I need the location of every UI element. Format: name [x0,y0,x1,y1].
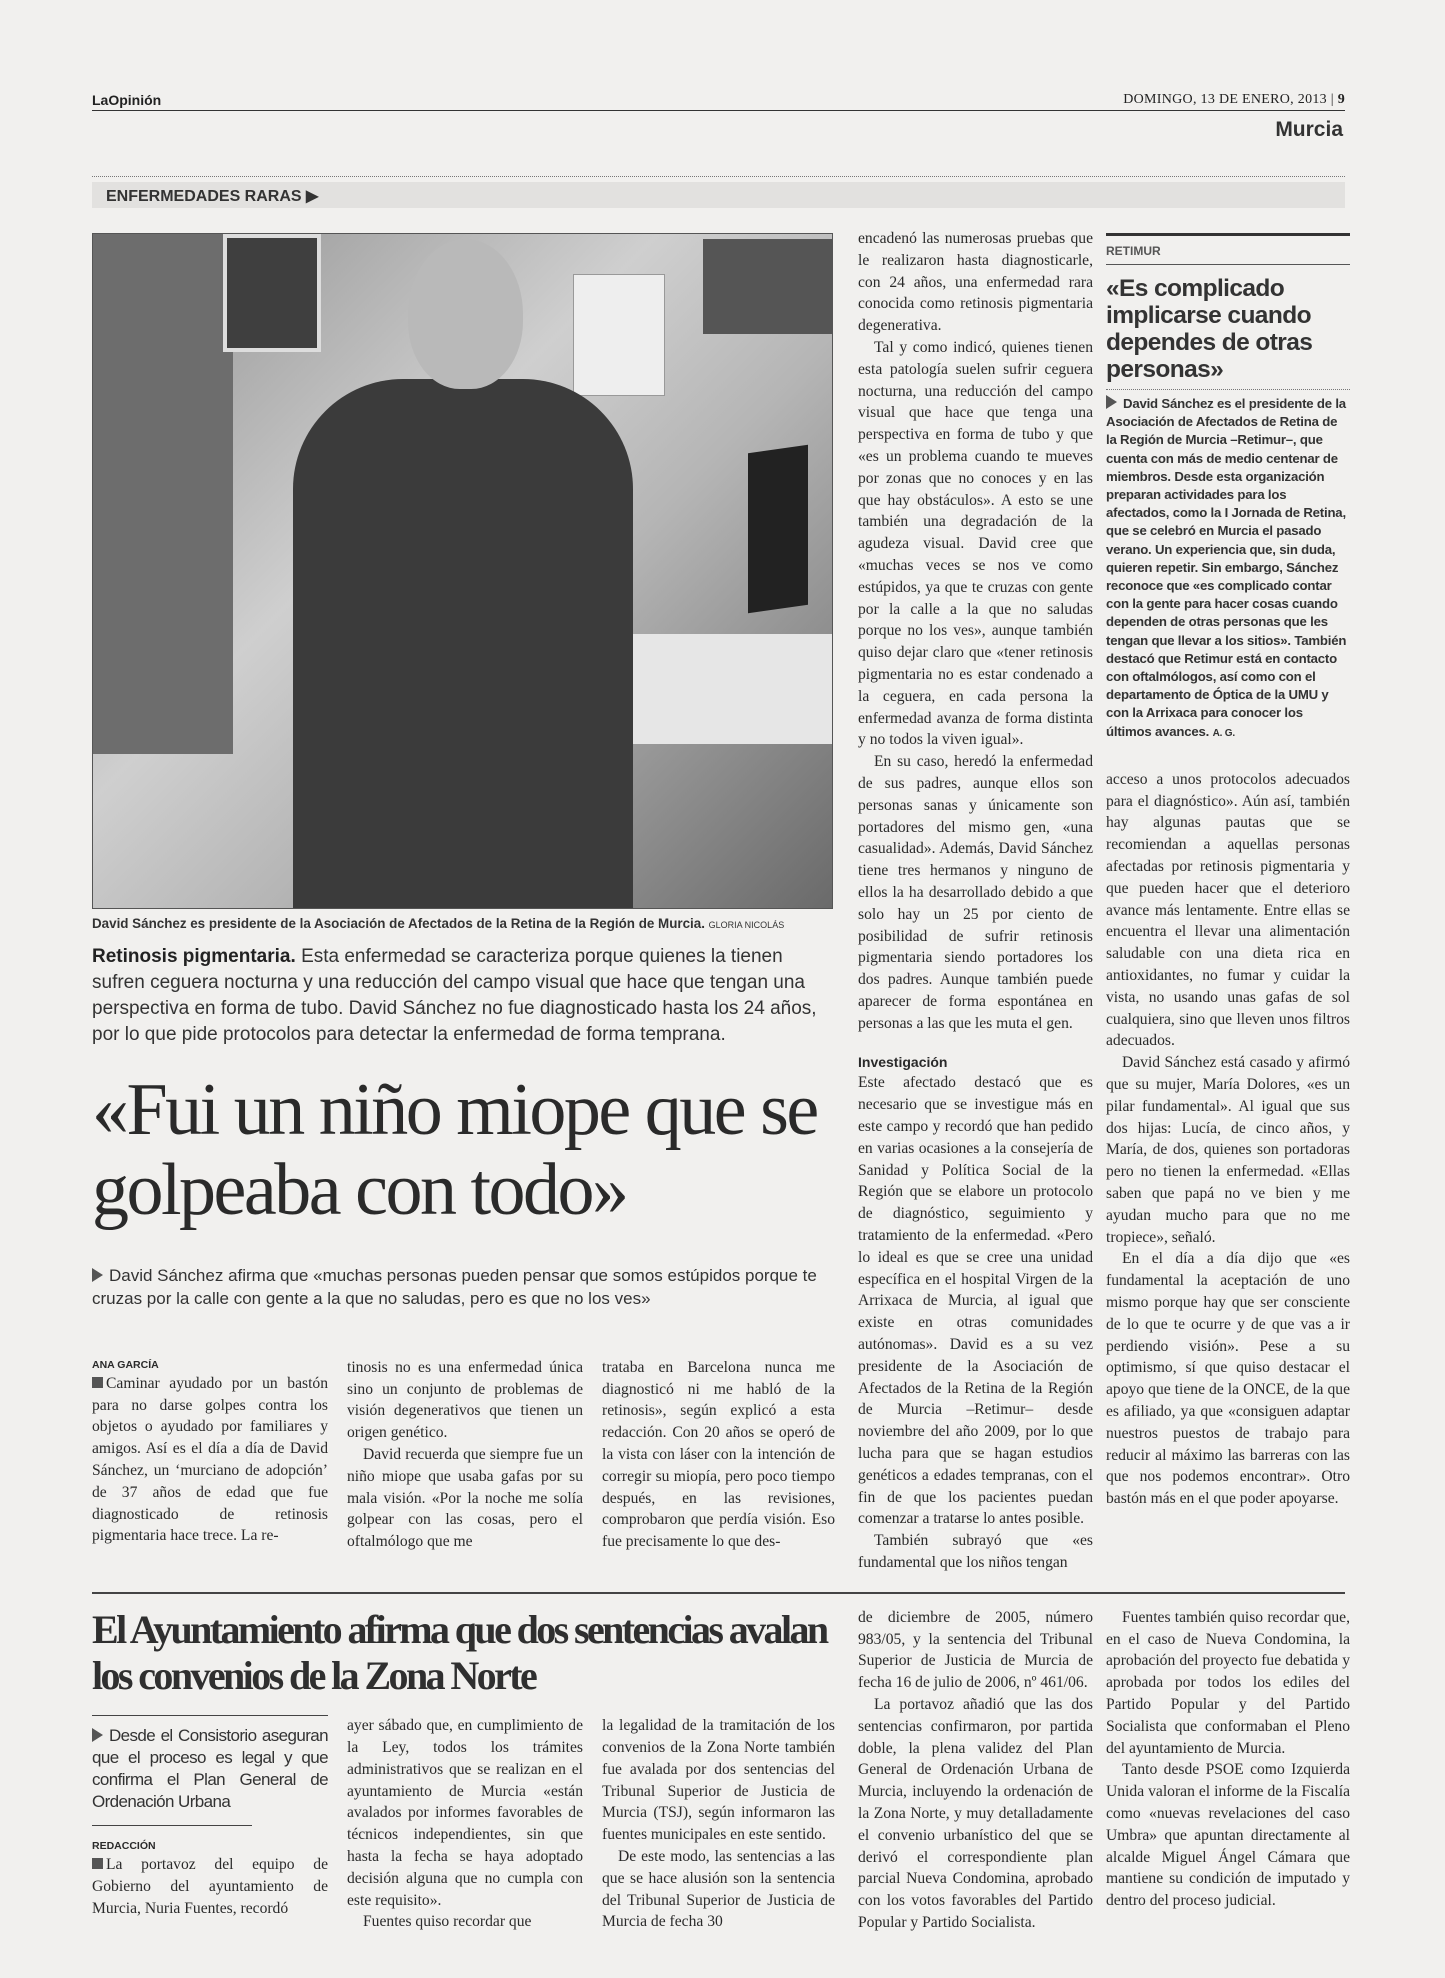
square-bullet-icon [92,1377,103,1388]
paragraph: David Sánchez está casado y afirmó que su mujer, María Dolores, «es un pilar fundamental». Al igual que sus dos hijas: Lucía, de cinco años, y María, de dos, quienes son portadoras pero no tienen la enfermedad. «Ellas saben que papá no ve bien y me ayudan mucho para que no me tropiece», señaló. [1106,1054,1350,1246]
triangle-right-icon: ▶ [306,188,319,205]
article-headline: «Fui un niño miope que se golpeaba con todo» [92,1069,817,1231]
photo-credit: GLORIA NICOLÁS [708,920,785,930]
dotted-rule [92,176,1345,177]
second-article-headline: El Ayuntamiento afirma que dos sentencias avalan los convenios de la Zona Norte [92,1606,827,1698]
right-column [1106,228,1350,1574]
deck-rule [92,1715,328,1716]
paragraph [92,1373,328,1547]
paragraph-text: Caminar ayudado por un bastón para no darse golpes contra los objetos o ayudado por familiares y amigos. Así es el día a día de David Sánchez, un ‘murciano de adopción’ de 37 años de edad que fue diagnosticado de retinosis pigmentaria hace trece. La re- [92,1374,328,1545]
paragraph: Fuentes quiso recordar que [363,1913,532,1931]
photo-monitor [748,445,808,613]
dek-lead: Retinosis pigmentaria. [92,946,296,967]
section-name: Murcia [1275,118,1343,141]
sidebar-rule [1106,233,1350,236]
paragraph-text: La portavoz del equipo de Gobierno del ayuntamiento de Murcia, Nuria Fuentes, recordó [92,1856,328,1917]
paragraph: ayer sábado que, en cumplimiento de la Ley, todos los trámites administrativos que se realizan en el ayuntamiento de Murcia «están avalados por informes favorables de técnicos independientes, sin que hasta la fecha se haya adoptado decisión alguna que no cumpla con este requisito». [347,1717,583,1909]
paragraph: de diciembre de 2005, número 983/05, y la sentencia del Tribunal Superior de Justicia de Murcia de fecha 16 de julio de 2006, nº 461/06. [858,1608,1093,1692]
paragraph: trataba en Barcelona nunca me diagnosticó ni me habló de la retinosis», según explicó a esta redacción. Con 20 años se operó de la vista con láser con la intención de corregir su miopía, pero poco tiempo después, en las revisiones, comprobaron que perdía visión. Eso fue precisamente lo que des- [602,1358,835,1551]
article-column-2 [347,1357,583,1574]
paragraph: la legalidad de la tramitación de los convenios de la Zona Norte también fue avalada por dos sentencias del Tribunal Superior de Justicia de Murcia (TSJ), según informaron las fuentes municipales en este sentido. [602,1717,835,1844]
byline: ANA GARCÍA [92,1358,159,1371]
article-column-1 [92,1357,328,1574]
sidebar-body [1106,395,1350,743]
second-article-column-4 [858,1607,1093,1934]
photo-wall-decoration [93,234,233,754]
square-bullet-icon [92,1858,103,1869]
paragraph: Tanto desde PSOE como Izquierda Unida valoran el informe de la Fiscalía como «nuevas revelaciones del caso Umbra» que apuntan directamente al alcalde Miguel Ángel Cámara que mantiene su condición de imputado y dentro del proceso judicial. [1106,1761,1350,1910]
triangle-right-icon [92,1268,103,1282]
second-article-column-1 [92,1715,328,1933]
date: DOMINGO, 13 DE ENERO, 2013 [1123,92,1327,107]
header-rule [92,110,1345,111]
photo-person-head [408,239,523,389]
dateline: DOMINGO, 13 DE ENERO, 2013 | 9 [1123,92,1345,107]
paragraph: acceso a unos protocolos adecuados para el diagnóstico». Aún así, también hay algunas pautas que se recomiendan a aquellas personas afectadas por retinosis pigmentaria y que pueden hacer que el deterioro avance más lentamente. Entre ellas se encuentra el llevar una alimentación saludable con una dieta rica en antioxidantes, no fumar y cuidar la vista, no usando unas gafas de sol cualquiera, sino que lleven unos filtros adecuados. [1106,770,1350,1050]
triangle-right-icon [92,1728,103,1742]
main-article [92,228,1350,1574]
sidebar-dotted-rule [1106,389,1350,390]
paragraph: Tal y como indicó, quienes tienen esta patología suelen sufrir ceguera nocturna, una reducción del campo visual que hace que tenga una perspectiva en forma de tubo y que «es un problema cuando te mueves por zonas que no conoces y en las que hay obstáculos». A esto se une también una degradación de la agudeza visual. David cree que «muchas veces se nos ve como estúpidos, ya que te cruzas con gente por la calle a la que no saludas porque no los ves», aunque también quiso dejar claro que «tener retinosis pigmentaria no es estar condenado a la ceguera, en cada persona la enfermedad avanza de forma distinta y no todos la viven igual». [858,338,1093,749]
article-divider [92,1592,1345,1594]
second-article-deck [92,1725,328,1813]
triangle-right-icon [1106,395,1117,409]
article-top-block [92,228,835,1357]
deck-rule [92,1825,252,1826]
paragraph: La portavoz añadió que las dos sentencias confirmaron, por partida doble, la plena validez del Plan General de Ordenación Urbana de Murcia, incluyendo la ordenación de la Zona Norte, y muy detalladamente el convenio urbanístico del que se derivó el correspondiente plan parcial Nueva Condomina, aprobado con los votos favorables del Partido Popular y Partido Socialista. [858,1696,1093,1931]
byline: REDACCIÓN [92,1840,156,1853]
sidebar-title: «Es complicado implicarse cuando dependes de otras personas» [1106,275,1313,383]
subhead-text: David Sánchez afirma que «muchas personas pueden pensar que somos estúpidos porque te cruzas por la calle con gente a la que no saludas, pero es que no los ves» [92,1266,817,1308]
photo-calendar [573,274,665,396]
page-number: 9 [1337,92,1345,107]
sidebar-rule-thin [1106,264,1350,265]
photo-poster [223,234,321,352]
paragraph [92,1854,328,1919]
paragraph: Este afectado destacó que es necesario que se investigue más en este campo y recordó que han pedido en varias ocasiones a la consejería de Sanidad y Política Social de la Región que se elabore un protocolo de diagnóstico, seguimiento y tratamiento de la enfermedad. «Pero lo ideal es que se cree una unidad específica en el hospital Virgen de la Arrixaca de Murcia, al igual que existe en otras comunidades autónomas». David es a su vez presidente de la Asociación de Afectados de la Retina de la Región de Murcia –Retimur– desde noviembre del año 2009, por lo que lucha para que se hagan estudios genéticos a edades tempranas, con el fin de que los pacientes puedan comenzar a tratarse lo antes posible. [858,1074,1093,1528]
section-subtitle: Investigación [858,1054,948,1071]
sidebar-kicker: RETIMUR [1106,244,1161,258]
second-article-column-5 [1106,1607,1350,1934]
second-article-column-3 [602,1715,835,1933]
article-subhead [92,1264,835,1310]
second-article-top [92,1607,835,1715]
section-kicker [106,186,318,206]
paragraph: En el día a día dijo que «es fundamental la aceptación de uno mismo porque hay que ser consciente de lo que te ocurre y de que vas a ir perdiendo visión». Pese a su optimismo, sí que quiso destacar el apoyo que tiene de la ONCE, de la que es afiliado, ya que «consiguen adaptar nuestros puestos de trabajo para reducir al máximo las barreras con las que nos podemos encontrar». Otro bastón más en el que poder apoyarse. [1106,1250,1350,1508]
second-article [92,1606,1350,1934]
paragraph: También subrayó que «es fundamental que los niños tengan [858,1532,1093,1572]
photo-david-sanchez [92,233,833,909]
sidebar-signature: A. G. [1212,727,1235,739]
article-column-3 [602,1357,835,1574]
paragraph: Fuentes también quiso recordar que, en el caso de Nueva Condomina, la aprobación del proyecto fue debatida y aprobada por todos los ediles del Partido Popular y del Partido Socialista que conformaban el Pleno del ayuntamiento de Murcia. [1106,1608,1350,1757]
photo-caption [92,915,835,934]
paragraph: David recuerda que siempre fue un niño miope que usaba gafas por su mala visión. «Por la noche me solía golpear con las cosas, pero el oftalmólogo que me [347,1446,583,1551]
paragraph: encadenó las numerosas pruebas que le realizaron hasta diagnosticarle, con 24 años, una enfermedad rara conocida como retinosis pigmentaria degenerativa. [858,230,1093,335]
newspaper-logo: LaOpinión [92,92,162,108]
paragraph: De este modo, las sentencias a las que se hace alusión son la sentencia del Tribunal Superior de Justicia de Murcia de fecha 30 [602,1848,835,1931]
paragraph: tinosis no es una enfermedad única sino un conjunto de problemas de visión degenerativos que tienen un origen genético. [347,1358,583,1442]
paragraph: En su caso, heredó la enfermedad de sus padres, aunque ellos son personas sanas y únicamente son portadores del mismo gen, «una casualidad». Además, David Sánchez tiene tres hermanos y ninguno de ellos la ha desarrollado debido a que solo hay un 25 por ciento de posibilidad de sufrir retinosis pigmentaria siendo portadores los dos padres. Aunque también puede aparecer de forma espontánea en personas a las que les muta el gen. [858,753,1093,1032]
page-content [92,228,1350,1974]
dek-text: Esta enfermedad se caracteriza porque quienes la tienen sufren ceguera nocturna y una reducción del campo visual que hace que tengan una perspectiva en forma de tubo. David Sánchez no fue diagnosticado hasta los 24 años, por lo que pide protocolos para detectar la enfermedad de forma temprana. [92,946,817,1045]
photo-wall-picture [703,239,833,334]
deck-text: Desde el Consistorio aseguran que el proceso es legal y que confirma el Plan General de Ordenación Urbana [92,1726,328,1812]
photo-person-body [293,379,633,909]
article-column-4 [858,228,1093,1574]
article-column-5 [1106,769,1350,1510]
sidebar-text: David Sánchez es el presidente de la Asociación de Afectados de Retina de la Región de Murcia –Retimur–, que cuenta con más de medio centenar de miembros. Desde esta organización preparan actividades para los afectados, como la I Jornada de Retina, que se celebró en Murcia el pasado verano. Un experiencia que, sin duda, quieren repetir. Sin embargo, Sánchez reconoce que «es complicado contar con la gente para hacer cosas cuando dependen de otras personas que les tengan que llevar a los sitios». También destacó que Retimur está en contacto con oftalmólogos, así como con el departamento de Óptica de la UMU y con la Arrixaca para conocer los últimos avances. [1106,396,1347,739]
caption-text: David Sánchez es presidente de la Asociación de Afectados de la Retina de la Región de Murcia. [92,916,705,931]
kicker-text: ENFERMEDADES RARAS [106,188,302,205]
article-dek [92,944,835,1048]
second-article-column-2 [347,1715,583,1933]
